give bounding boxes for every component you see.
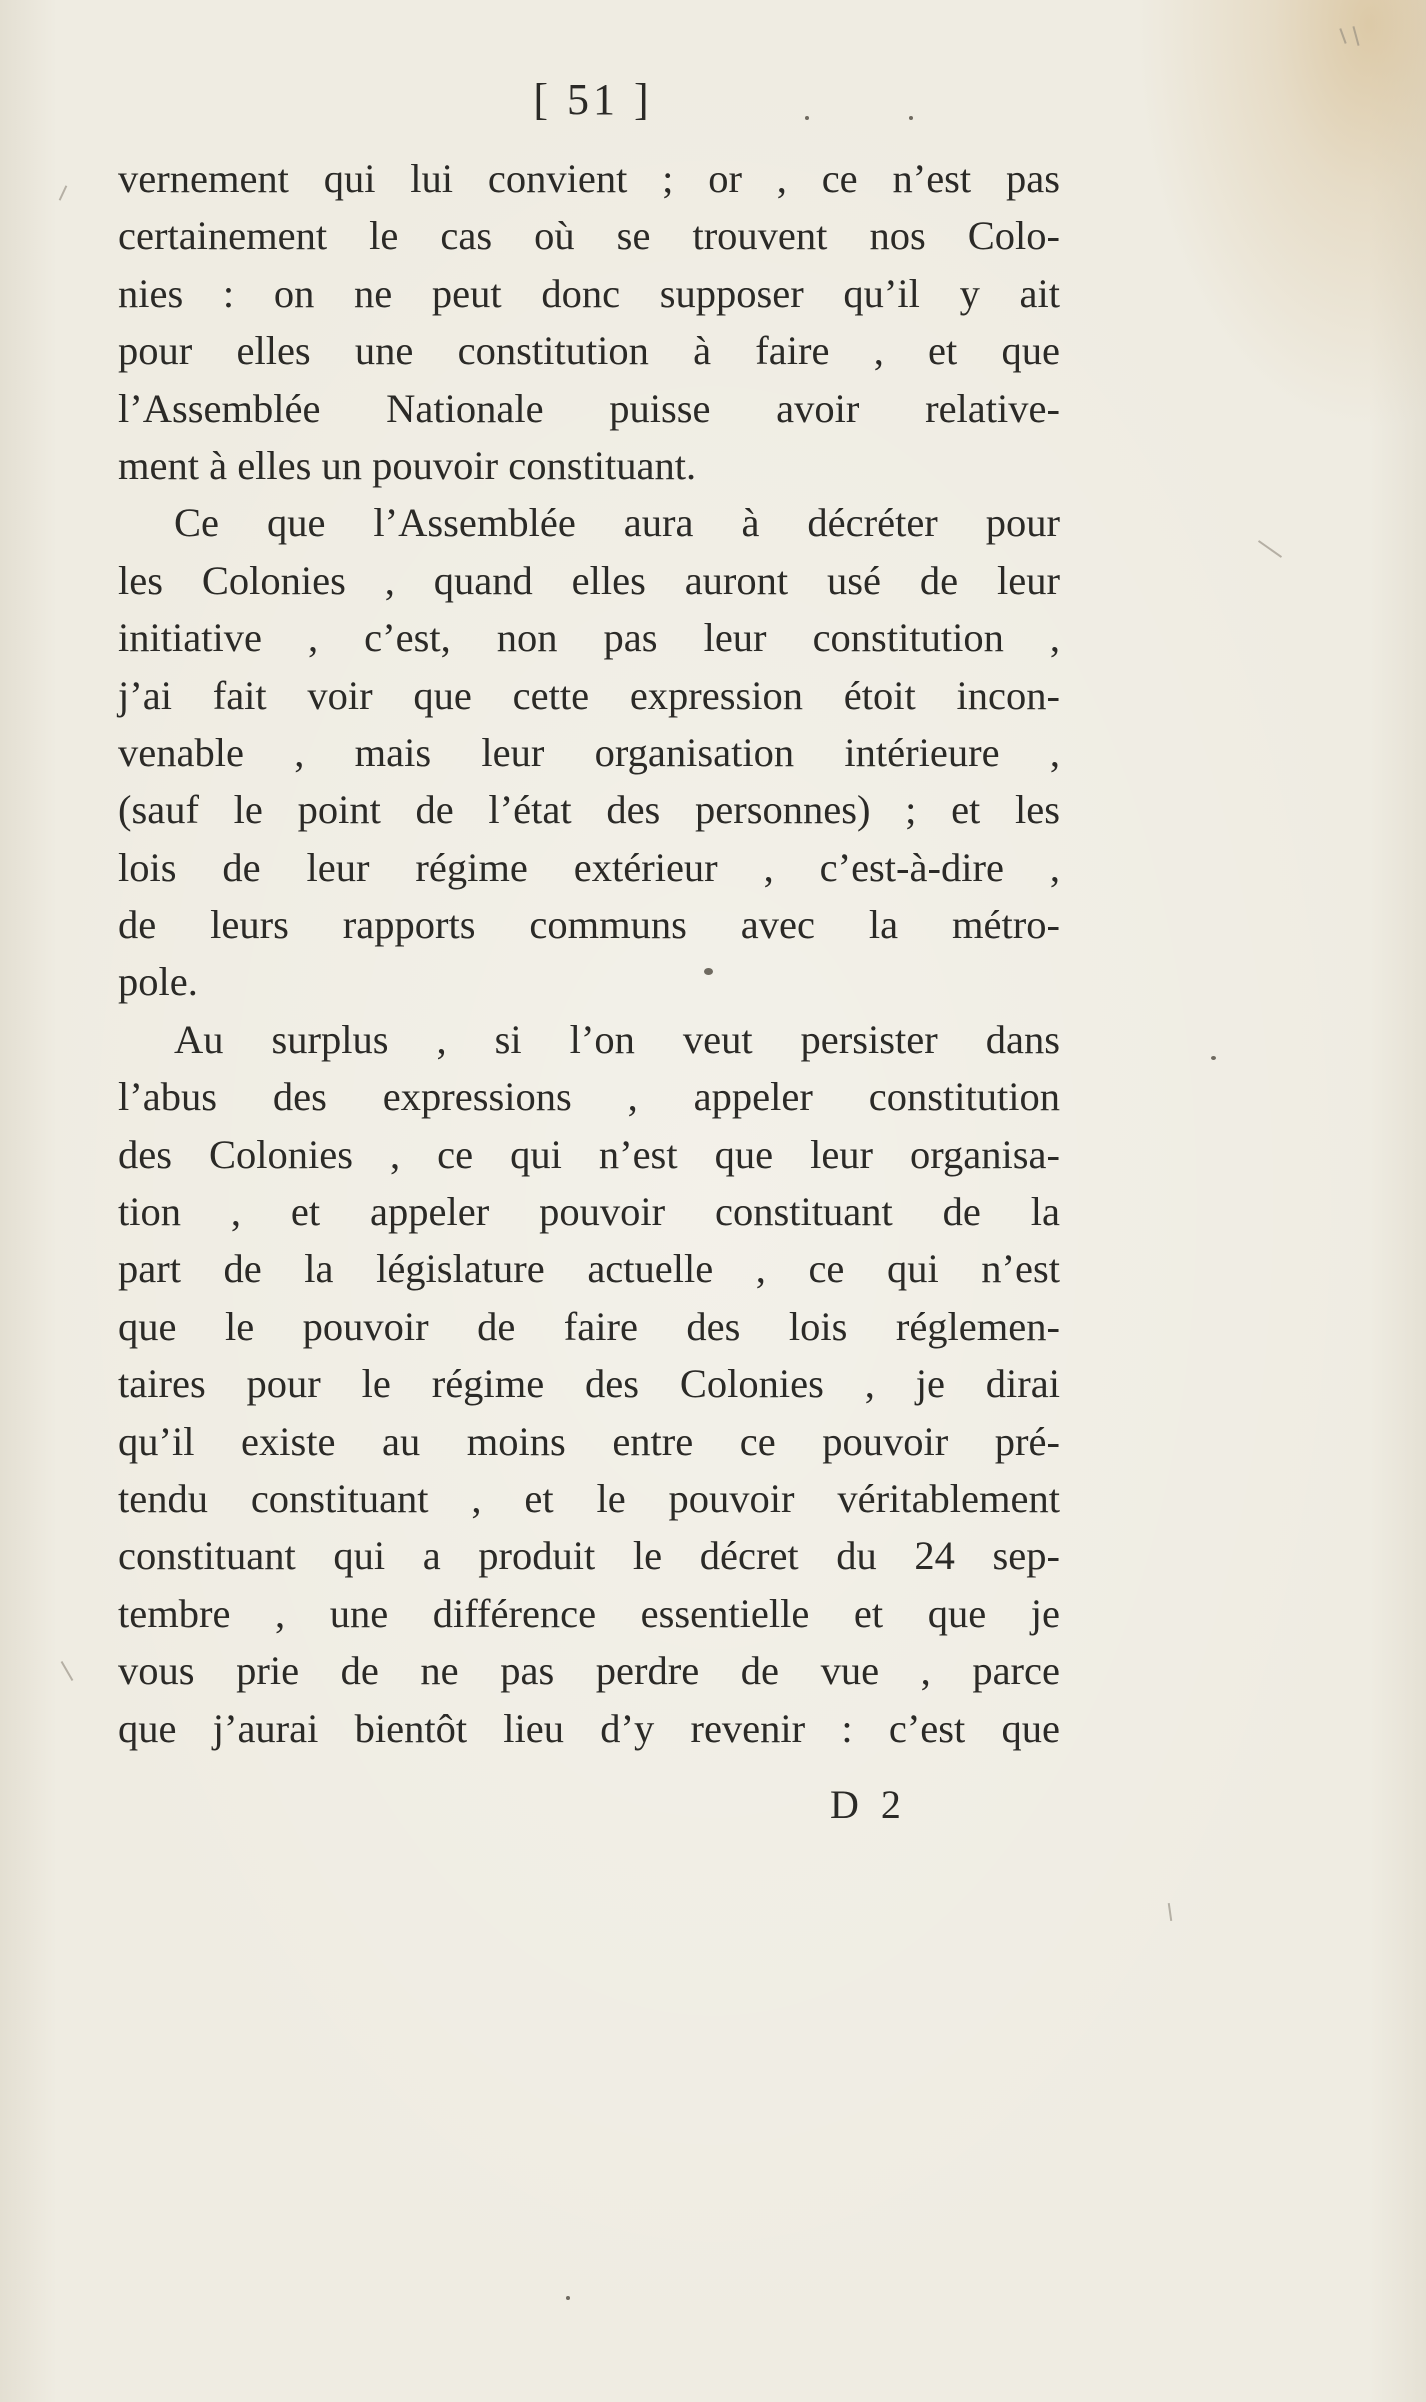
text-line: pour elles une constitution à faire , et que bbox=[118, 328, 1060, 374]
text-line: part de la législature actuelle , ce qui n’est bbox=[118, 1246, 1060, 1292]
text-line: constituant qui a produit le décret du 24 sep- bbox=[118, 1533, 1060, 1579]
text-line: les Colonies , quand elles auront usé de leur bbox=[118, 557, 1060, 603]
paper-scratch bbox=[1168, 1903, 1172, 1921]
page-number: [ 51 ] bbox=[533, 75, 653, 124]
text-line: tion , et appeler pouvoir constituant de la bbox=[118, 1189, 1060, 1235]
text-line: j’ai fait voir que cette expression étoit incon- bbox=[118, 672, 1060, 718]
text-line: Ce que l’Assemblée aura à décréter pour bbox=[174, 500, 1060, 546]
paper-scratch bbox=[1352, 26, 1359, 46]
text-line: lois de leur régime extérieur , c’est-à-dire , bbox=[118, 844, 1060, 890]
paper-scratch bbox=[59, 185, 68, 200]
ink-speck bbox=[805, 116, 809, 120]
text-line: l’Assemblée Nationale puisse avoir relative- bbox=[118, 385, 1060, 431]
text-line: certainement le cas où se trouvent nos Colo- bbox=[118, 213, 1060, 259]
paper-scratch bbox=[61, 1661, 74, 1681]
ink-speck bbox=[909, 116, 913, 120]
text-line: venable , mais leur organisation intérieure , bbox=[118, 729, 1060, 775]
text-line: des Colonies , ce qui n’est que leur organisa- bbox=[118, 1131, 1060, 1177]
body-text bbox=[118, 150, 1060, 1757]
text-line: vernement qui lui convient ; or , ce n’est pas bbox=[118, 156, 1060, 201]
text-line: taires pour le régime des Colonies , je dirai bbox=[118, 1361, 1060, 1407]
text-line: (sauf le point de l’état des personnes) ; et les bbox=[118, 787, 1060, 833]
ink-speck bbox=[704, 968, 713, 975]
text-line: qu’il existe au moins entre ce pouvoir pré- bbox=[118, 1418, 1060, 1464]
text-line: Au surplus , si l’on veut persister dans bbox=[174, 1016, 1060, 1062]
ink-speck bbox=[1211, 1056, 1216, 1060]
paper-scratch bbox=[1258, 540, 1282, 558]
text-line: nies : on ne peut donc supposer qu’il y ait bbox=[118, 270, 1060, 316]
text-line: initiative , c’est, non pas leur constitution , bbox=[118, 615, 1060, 661]
text-line: que le pouvoir de faire des lois réglemen- bbox=[118, 1303, 1060, 1349]
text-line: tendu constituant , et le pouvoir véritablement bbox=[118, 1475, 1060, 1521]
text-line: l’abus des expressions , appeler constitution bbox=[118, 1074, 1060, 1120]
text-line: tembre , une différence essentielle et que je bbox=[118, 1590, 1060, 1636]
text-line: que j’aurai bientôt lieu d’y revenir : c’est que bbox=[118, 1705, 1060, 1751]
text-line: pole. bbox=[118, 959, 198, 1005]
text-line: ment à elles un pouvoir constituant. bbox=[118, 442, 697, 488]
text-line: de leurs rapports communs avec la métro- bbox=[118, 902, 1060, 948]
text-line: vous prie de ne pas perdre de vue , parce bbox=[118, 1648, 1060, 1694]
signature-mark: D 2 bbox=[830, 1782, 907, 1827]
ink-speck bbox=[566, 2296, 570, 2300]
paper-scratch bbox=[1339, 28, 1346, 44]
